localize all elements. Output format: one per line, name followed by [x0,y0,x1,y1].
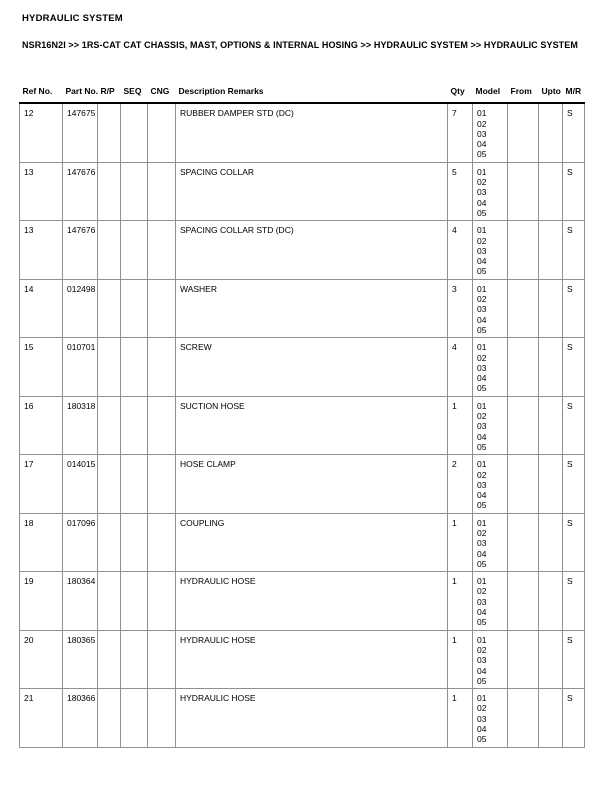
cell-description: RUBBER DAMPER STD (DC) [176,103,448,162]
cell-rp [98,162,121,220]
model-code: 04 [477,197,487,208]
cell-seq [121,279,148,337]
cell-rp [98,455,121,513]
cell-model [473,630,508,688]
cell-qty: 1 [448,513,473,571]
cell-qty: 3 [448,279,473,337]
cell-seq [121,455,148,513]
cell-part-no: 180318 [63,396,98,454]
cell-ref-no: 19 [20,572,63,630]
cell-cng [148,689,176,747]
cell-mr: S [563,689,585,747]
model-code: 04 [477,373,487,384]
cell-cng [148,572,176,630]
cell-description: HOSE CLAMP [176,455,448,513]
model-code: 01 [477,283,487,294]
cell-upto [539,221,563,279]
model-code: 05 [477,734,487,745]
cell-part-no: 180366 [63,689,98,747]
cell-ref-no: 12 [20,103,63,162]
cell-ref-no: 15 [20,338,63,396]
cell-model [473,338,508,396]
cell-description: WASHER [176,279,448,337]
cell-qty: 4 [448,221,473,279]
cell-cng [148,513,176,571]
table-header-row [20,84,585,103]
cell-seq [121,162,148,220]
cell-upto [539,630,563,688]
cell-from [508,630,539,688]
cell-ref-no: 18 [20,513,63,571]
table-row [20,455,585,513]
model-code: 03 [477,187,487,198]
cell-ref-no: 14 [20,279,63,337]
column-header-part-no: Part No. [63,84,98,103]
model-code: 02 [477,586,487,597]
cell-mr: S [563,338,585,396]
model-code: 01 [477,459,487,470]
model-code: 03 [477,538,487,549]
model-code: 01 [477,400,487,411]
cell-mr: S [563,162,585,220]
model-code: 05 [477,617,487,628]
cell-rp [98,279,121,337]
model-code: 04 [477,314,487,325]
cell-from [508,513,539,571]
cell-seq [121,513,148,571]
cell-rp [98,103,121,162]
cell-part-no: 014015 [63,455,98,513]
table-row [20,279,585,337]
model-code: 02 [477,469,487,480]
model-code: 02 [477,411,487,422]
cell-from [508,396,539,454]
column-header-model: Model [473,84,508,103]
cell-from [508,572,539,630]
cell-upto [539,513,563,571]
model-code: 02 [477,118,487,129]
model-code: 05 [477,383,487,394]
cell-cng [148,338,176,396]
cell-qty: 1 [448,630,473,688]
cell-model [473,103,508,162]
model-code: 05 [477,500,487,511]
cell-cng [148,630,176,688]
model-code: 03 [477,479,487,490]
model-code: 04 [477,548,487,559]
cell-description: HYDRAULIC HOSE [176,689,448,747]
table-row [20,221,585,279]
cell-part-no: 147675 [63,103,98,162]
model-code: 02 [477,703,487,714]
table-row [20,513,585,571]
model-code: 03 [477,304,487,315]
cell-qty: 7 [448,103,473,162]
cell-from [508,455,539,513]
column-header-mr: M/R [563,84,585,103]
model-code: 01 [477,342,487,353]
model-code: 05 [477,558,487,569]
cell-qty: 4 [448,338,473,396]
cell-rp [98,630,121,688]
column-header-upto: Upto [539,84,563,103]
cell-rp [98,513,121,571]
table-row [20,338,585,396]
parts-table [19,84,585,748]
cell-cng [148,396,176,454]
model-code: 01 [477,225,487,236]
cell-description: COUPLING [176,513,448,571]
model-code: 03 [477,245,487,256]
cell-model [473,162,508,220]
cell-seq [121,630,148,688]
cell-description: SCREW [176,338,448,396]
cell-part-no: 147676 [63,221,98,279]
model-code: 03 [477,128,487,139]
cell-model [473,221,508,279]
cell-description: SPACING COLLAR [176,162,448,220]
cell-part-no: 180364 [63,572,98,630]
model-code: 05 [477,675,487,686]
column-header-rp: R/P [98,84,121,103]
cell-cng [148,279,176,337]
cell-qty: 1 [448,689,473,747]
cell-part-no: 017096 [63,513,98,571]
cell-model [473,455,508,513]
cell-model [473,396,508,454]
cell-upto [539,338,563,396]
model-code: 01 [477,634,487,645]
cell-from [508,338,539,396]
cell-seq [121,572,148,630]
cell-from [508,103,539,162]
model-code: 01 [477,517,487,528]
cell-mr: S [563,396,585,454]
cell-seq [121,103,148,162]
cell-qty: 1 [448,572,473,630]
cell-rp [98,338,121,396]
table-row [20,396,585,454]
cell-model [473,279,508,337]
column-header-ref-no: Ref No. [20,84,63,103]
model-code: 04 [477,724,487,735]
table-row [20,630,585,688]
cell-seq [121,396,148,454]
cell-upto [539,279,563,337]
cell-description: SPACING COLLAR STD (DC) [176,221,448,279]
cell-part-no: 180365 [63,630,98,688]
cell-mr: S [563,455,585,513]
cell-mr: S [563,279,585,337]
table-row [20,103,585,162]
cell-ref-no: 16 [20,396,63,454]
cell-from [508,279,539,337]
breadcrumb: NSR16N2I >> 1RS-CAT CAT CHASSIS, MAST, OPTIONS & INTERNAL HOSING >> HYDRAULIC SYSTEM >> HYDRAULIC SYSTEM [22,40,578,50]
cell-ref-no: 13 [20,162,63,220]
cell-rp [98,572,121,630]
model-code: 03 [477,596,487,607]
cell-from [508,162,539,220]
cell-upto [539,572,563,630]
cell-model [473,689,508,747]
model-code: 05 [477,441,487,452]
column-header-seq: SEQ [121,84,148,103]
cell-upto [539,455,563,513]
table-body [20,103,585,747]
cell-upto [539,103,563,162]
column-header-from: From [508,84,539,103]
cell-mr: S [563,513,585,571]
model-code: 04 [477,139,487,150]
model-code: 05 [477,149,487,160]
table-row [20,572,585,630]
table-row [20,162,585,220]
model-code: 02 [477,294,487,305]
model-code: 03 [477,421,487,432]
model-code: 04 [477,431,487,442]
page-title: HYDRAULIC SYSTEM [22,13,123,24]
cell-from [508,689,539,747]
cell-qty: 1 [448,396,473,454]
model-code: 01 [477,576,487,587]
model-code: 01 [477,108,487,119]
cell-cng [148,162,176,220]
column-header-qty: Qty [448,84,473,103]
cell-ref-no: 21 [20,689,63,747]
cell-rp [98,689,121,747]
cell-cng [148,455,176,513]
cell-cng [148,103,176,162]
model-code: 02 [477,177,487,188]
model-code: 02 [477,352,487,363]
table-row [20,689,585,747]
model-code: 04 [477,665,487,676]
model-code: 04 [477,607,487,618]
model-code: 02 [477,235,487,246]
cell-upto [539,162,563,220]
model-code: 01 [477,693,487,704]
cell-part-no: 147676 [63,162,98,220]
model-code: 05 [477,324,487,335]
cell-model [473,513,508,571]
cell-description: SUCTION HOSE [176,396,448,454]
cell-mr: S [563,103,585,162]
cell-from [508,221,539,279]
model-code: 02 [477,644,487,655]
cell-upto [539,396,563,454]
model-code: 04 [477,490,487,501]
cell-seq [121,221,148,279]
cell-cng [148,221,176,279]
cell-description: HYDRAULIC HOSE [176,630,448,688]
column-header-description-remarks: Description Remarks [176,84,448,103]
model-code: 03 [477,655,487,666]
cell-seq [121,689,148,747]
model-code: 05 [477,207,487,218]
cell-description: HYDRAULIC HOSE [176,572,448,630]
cell-upto [539,689,563,747]
cell-part-no: 012498 [63,279,98,337]
cell-mr: S [563,572,585,630]
cell-qty: 2 [448,455,473,513]
cell-ref-no: 17 [20,455,63,513]
cell-rp [98,396,121,454]
model-code: 04 [477,256,487,267]
cell-rp [98,221,121,279]
column-header-cng: CNG [148,84,176,103]
cell-ref-no: 13 [20,221,63,279]
cell-mr: S [563,630,585,688]
model-code: 02 [477,527,487,538]
cell-seq [121,338,148,396]
model-code: 03 [477,713,487,724]
cell-part-no: 010701 [63,338,98,396]
model-code: 01 [477,166,487,177]
cell-ref-no: 20 [20,630,63,688]
model-code: 03 [477,362,487,373]
cell-qty: 5 [448,162,473,220]
cell-mr: S [563,221,585,279]
model-code: 05 [477,266,487,277]
cell-model [473,572,508,630]
